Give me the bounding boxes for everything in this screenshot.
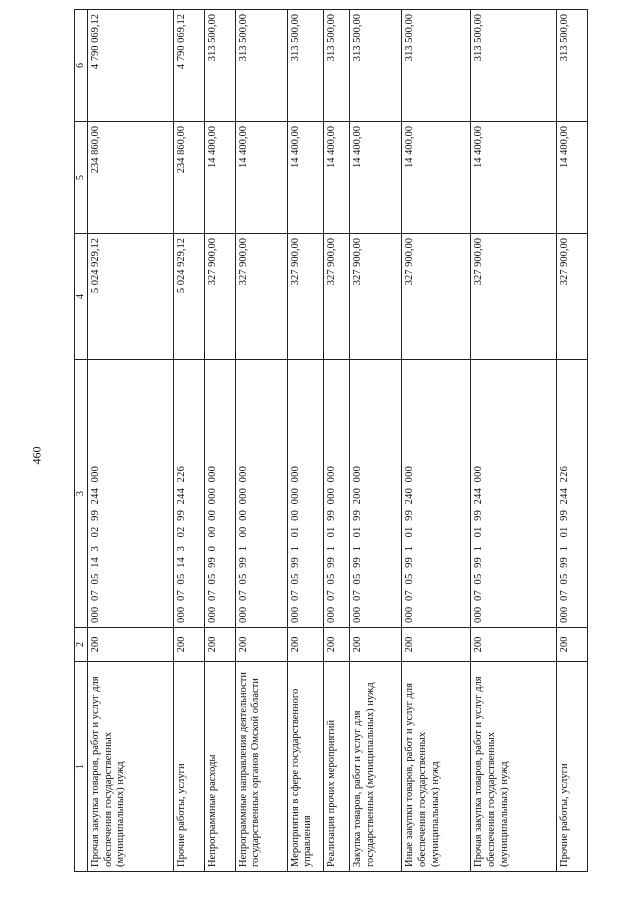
row-sum-col4-cell: 5 024 929,12 (173, 234, 204, 360)
table-row (471, 10, 557, 872)
row-sum-col6-cell: 313 500,00 (557, 10, 588, 122)
row-kvr-cell: 200 (287, 628, 323, 662)
row-sum-col5-cell: 14 400,00 (235, 122, 287, 234)
header-row (75, 10, 88, 872)
row-kvr-cell: 200 (88, 628, 174, 662)
row-sum-col6-cell: 4 790 069,12 (173, 10, 204, 122)
row-name-cell: Прочая закупка товаров, работ и услуг для обеспечения государственных (муниципальных) нужд (88, 662, 174, 872)
row-sum-col4-cell: 327 900,00 (349, 234, 401, 360)
row-sum-col5-cell: 14 400,00 (323, 122, 349, 234)
row-sum-col6-cell: 313 500,00 (235, 10, 287, 122)
row-name-cell: Прочие работы, услуги (173, 662, 204, 872)
row-code-cell: 000 07 05 99 1 01 99 244 226 (557, 360, 588, 628)
row-name-cell: Мероприятия в сфере государственного управления (287, 662, 323, 872)
row-sum-col6-cell: 313 500,00 (287, 10, 323, 122)
row-sum-col6-cell: 4 790 069,12 (88, 10, 174, 122)
table-body (88, 10, 588, 872)
row-sum-col5-cell: 14 400,00 (287, 122, 323, 234)
row-name-cell: Непрограммные расходы (204, 662, 235, 872)
row-sum-col4-cell: 5 024 929,12 (88, 234, 174, 360)
row-kvr-cell: 200 (173, 628, 204, 662)
header-col-6: 6 (75, 10, 88, 122)
row-sum-col5-cell: 14 400,00 (204, 122, 235, 234)
header-col-4: 4 (75, 234, 88, 360)
row-sum-col5-cell: 234 860,00 (88, 122, 174, 234)
table-row (323, 10, 349, 872)
table-row (287, 10, 323, 872)
row-kvr-cell: 200 (402, 628, 471, 662)
table-row (235, 10, 287, 872)
table-row (402, 10, 471, 872)
row-sum-col6-cell: 313 500,00 (323, 10, 349, 122)
budget-table (74, 9, 588, 872)
row-code-cell: 000 07 05 99 1 01 99 240 000 (402, 360, 471, 628)
header-col-2: 2 (75, 628, 88, 662)
row-sum-col6-cell: 313 500,00 (349, 10, 401, 122)
row-code-cell: 000 07 05 99 1 01 00 000 000 (287, 360, 323, 628)
row-sum-col6-cell: 313 500,00 (402, 10, 471, 122)
row-code-cell: 000 07 05 14 3 02 99 244 226 (173, 360, 204, 628)
row-code-cell: 000 07 05 99 0 00 00 000 000 (204, 360, 235, 628)
row-name-cell: Прочая закупка товаров, работ и услуг для обеспечения государственных (муниципальных) нужд (471, 662, 557, 872)
row-code-cell: 000 07 05 99 1 01 99 000 000 (323, 360, 349, 628)
row-sum-col5-cell: 14 400,00 (402, 122, 471, 234)
row-name-cell: Прочие работы, услуги (557, 662, 588, 872)
row-sum-col4-cell: 327 900,00 (204, 234, 235, 360)
header-col-1: 1 (75, 662, 88, 872)
row-kvr-cell: 200 (235, 628, 287, 662)
header-col-3: 3 (75, 360, 88, 628)
row-sum-col5-cell: 234 860,00 (173, 122, 204, 234)
table-row (557, 10, 588, 872)
row-name-cell: Непрограммные направления деятельности государственных органов Омской области (235, 662, 287, 872)
row-sum-col4-cell: 327 900,00 (235, 234, 287, 360)
row-code-cell: 000 07 05 99 1 01 99 200 000 (349, 360, 401, 628)
table-row (173, 10, 204, 872)
row-sum-col4-cell: 327 900,00 (402, 234, 471, 360)
row-name-cell: Закупка товаров, работ и услуг для государственных (муниципальных) нужд (349, 662, 401, 872)
row-code-cell: 000 07 05 99 1 00 00 000 000 (235, 360, 287, 628)
row-kvr-cell: 200 (204, 628, 235, 662)
row-code-cell: 000 07 05 14 3 02 99 244 000 (88, 360, 174, 628)
table-row (88, 10, 174, 872)
row-name-cell: Иные закупки товаров, работ и услуг для обеспечения государственных (муниципальных) нужд (402, 662, 471, 872)
row-sum-col5-cell: 14 400,00 (557, 122, 588, 234)
page-number: 460 (29, 446, 44, 465)
row-sum-col4-cell: 327 900,00 (471, 234, 557, 360)
row-sum-col4-cell: 327 900,00 (323, 234, 349, 360)
row-sum-col4-cell: 327 900,00 (287, 234, 323, 360)
row-sum-col6-cell: 313 500,00 (204, 10, 235, 122)
row-kvr-cell: 200 (557, 628, 588, 662)
row-code-cell: 000 07 05 99 1 01 99 244 000 (471, 360, 557, 628)
row-kvr-cell: 200 (471, 628, 557, 662)
row-sum-col5-cell: 14 400,00 (471, 122, 557, 234)
row-name-cell: Реализация прочих мероприятий (323, 662, 349, 872)
row-sum-col6-cell: 313 500,00 (471, 10, 557, 122)
table-row (204, 10, 235, 872)
row-sum-col5-cell: 14 400,00 (349, 122, 401, 234)
table-row (349, 10, 401, 872)
row-sum-col4-cell: 327 900,00 (557, 234, 588, 360)
row-kvr-cell: 200 (323, 628, 349, 662)
rotated-table-wrapper (74, 10, 588, 872)
header-col-5: 5 (75, 122, 88, 234)
row-kvr-cell: 200 (349, 628, 401, 662)
